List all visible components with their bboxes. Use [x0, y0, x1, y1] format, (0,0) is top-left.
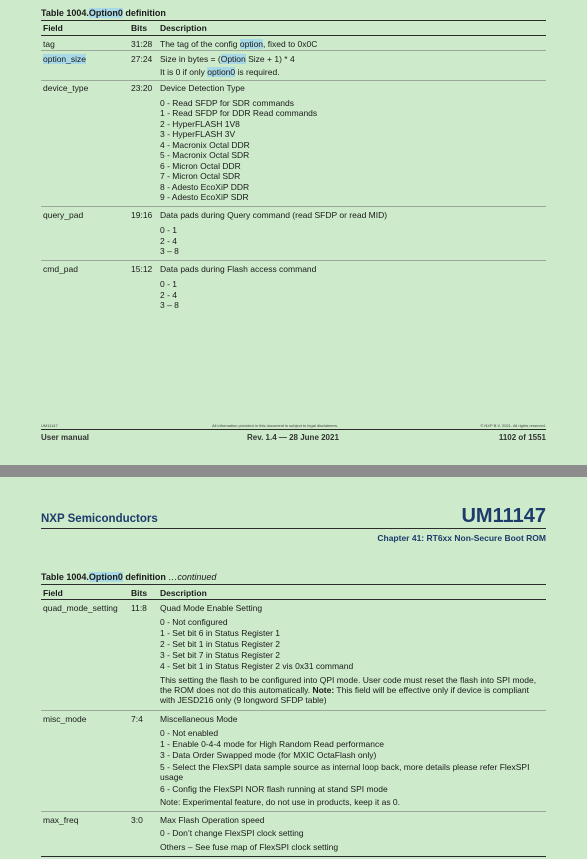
- list-item: 2 - Set bit 1 in Status Register 2: [160, 639, 281, 649]
- list-item: 3 - Set bit 7 in Status Register 2: [160, 650, 281, 660]
- header-rule: [41, 599, 546, 600]
- field-option-size: option_size: [43, 54, 87, 64]
- list-item: 0 - 1: [160, 225, 178, 235]
- desc-misc-mode-title: Miscellaneous Mode: [160, 714, 238, 724]
- footer-disclaimer: All information provided in this document is subject to legal disclaimers.: [212, 423, 339, 428]
- footer-user-manual: User manual: [41, 433, 90, 442]
- doc-id: UM11147: [461, 505, 546, 527]
- bits-query-pad: 19:16: [131, 210, 153, 220]
- list-item: 1 - Read SFDP for DDR Read commands: [160, 108, 318, 118]
- list-item: 3 – 8: [160, 300, 179, 310]
- list-item: 4 - Set bit 1 in Status Register 2 vis 0x31 command: [160, 661, 354, 671]
- table-title-suffix: definition: [122, 572, 169, 582]
- header-field: Field: [43, 588, 63, 598]
- bits-option-size: 27:24: [131, 54, 153, 64]
- list-item: 3 - HyperFLASH 3V: [160, 129, 236, 139]
- row-rule: [41, 710, 546, 711]
- field-quad-mode-setting: quad_mode_setting: [43, 603, 118, 613]
- table-title-highlight: Option0: [88, 572, 123, 582]
- bits-misc-mode: 7:4: [131, 714, 143, 724]
- list-item: 7 - Micron Octal SDR: [160, 171, 241, 181]
- brand-name: NXP Semiconductors: [41, 513, 158, 525]
- field-query-pad: query_pad: [43, 210, 84, 220]
- footer-revision: Rev. 1.4 — 28 June 2021: [247, 433, 339, 442]
- row-rule: [41, 206, 546, 207]
- field-misc-mode: misc_mode: [43, 714, 87, 724]
- list-item: 2 - 4: [160, 236, 178, 246]
- field-device-type: device_type: [43, 83, 89, 93]
- document-page-1103: [0, 477, 587, 859]
- bits-cmd-pad: 15:12: [131, 264, 153, 274]
- list-item: 0 - Read SFDP for SDR commands: [160, 98, 294, 108]
- desc-option-size-1: Size in bytes = (Option Size + 1) * 4: [160, 54, 295, 64]
- list-item: 4 - Macronix Octal DDR: [160, 140, 250, 150]
- list-item: 9 - Adesto EcoXiP SDR: [160, 192, 249, 202]
- table-top-rule: [41, 584, 546, 585]
- field-cmd-pad: cmd_pad: [43, 264, 78, 274]
- footer-page-number: 1102 of 1551: [498, 433, 546, 442]
- row-rule: [41, 80, 546, 81]
- header-rule: [41, 528, 546, 529]
- bits-tag: 31:28: [131, 39, 153, 49]
- list-item: 5 - Select the FlexSPI data sample source as internal loop back, more details please refer FlexSPI usage: [160, 762, 530, 782]
- table-title-prefix: Table 1004.: [41, 8, 89, 18]
- bits-device-type: 23:20: [131, 83, 153, 93]
- list-item: 3 – 8: [160, 246, 179, 256]
- field-max-freq: max_freq: [43, 815, 79, 825]
- list-item: 3 - Data Order Swapped mode (for MXIC OctaFlash only): [160, 750, 377, 760]
- list-item: 8 - Adesto EcoXiP DDR: [160, 182, 250, 192]
- table-title-highlight: Option0: [88, 8, 123, 18]
- table-title-prefix: Table 1004.: [41, 572, 89, 582]
- footer-copyright: © NXP B.V. 2021. All rights reserved.: [480, 423, 546, 428]
- desc-option-size-2: It is 0 if only option0 is required.: [160, 67, 280, 77]
- bits-quad-mode-setting: 11:8: [131, 603, 147, 613]
- desc-misc-mode-note: Note: Experimental feature, do not use in products, keep it as 0.: [160, 797, 401, 807]
- table-title: [41, 8, 166, 18]
- footer-doc-id-small: UM11147: [41, 423, 58, 428]
- list-item: 2 - 4: [160, 290, 178, 300]
- chapter-title: Chapter 41: RT6xx Non-Secure Boot ROM: [377, 533, 546, 543]
- header-bits: Bits: [131, 23, 148, 33]
- header-description: Description: [160, 588, 207, 598]
- list-item: 0 - Don’t change FlexSPI clock setting: [160, 828, 304, 838]
- list-item: 6 - Micron Octal DDR: [160, 161, 241, 171]
- list-item: 0 - 1: [160, 279, 178, 289]
- desc-query-pad-title: Data pads during Query command (read SFDP or read MID): [160, 210, 388, 220]
- header-bits: Bits: [131, 588, 148, 598]
- list-item: 1 - Enable 0-4-4 mode for High Random Read performance: [160, 739, 384, 749]
- header-description: Description: [160, 23, 207, 33]
- table-title-continued: …continued: [168, 572, 217, 582]
- list-item: 0 - Not configured: [160, 617, 228, 627]
- row-rule: [41, 50, 546, 51]
- list-item: 0 - Not enabled: [160, 728, 219, 738]
- desc-quad-mode-title: Quad Mode Enable Setting: [160, 603, 263, 613]
- page-separator: [0, 465, 587, 477]
- header-rule: [41, 35, 546, 36]
- list-item: 6 - Config the FlexSPI NOR flash running at stand SPI mode: [160, 784, 388, 794]
- table-bottom-rule: [41, 856, 546, 857]
- header-field: Field: [43, 23, 63, 33]
- list-item: 2 - HyperFLASH 1V8: [160, 119, 240, 129]
- field-tag: tag: [43, 39, 55, 49]
- bits-max-freq: 3:0: [131, 815, 143, 825]
- list-item: 5 - Macronix Octal SDR: [160, 150, 250, 160]
- desc-max-freq-title: Max Flash Operation speed: [160, 815, 265, 825]
- table-top-rule: [41, 20, 546, 21]
- row-rule: [41, 811, 546, 812]
- desc-cmd-pad-title: Data pads during Flash access command: [160, 264, 317, 274]
- row-rule: [41, 260, 546, 261]
- footer-rule: [41, 429, 546, 430]
- list-item: 1 - Set bit 6 in Status Register 1: [160, 628, 281, 638]
- desc-quad-mode-note: This setting the flash to be configured into QPI mode. User code must reset the flash into SPI mode, the ROM does not do this automatically. Note: This field will be effective only if device is compliant with JESD216 only (9 longword SFDP table): [160, 675, 537, 705]
- desc-tag: The tag of the config option, fixed to 0x0C: [160, 39, 318, 49]
- table-title: [41, 572, 216, 582]
- table-title-suffix: definition: [122, 8, 166, 18]
- desc-device-type-title: Device Detection Type: [160, 83, 245, 93]
- list-item: Others – See fuse map of FlexSPI clock setting: [160, 842, 339, 852]
